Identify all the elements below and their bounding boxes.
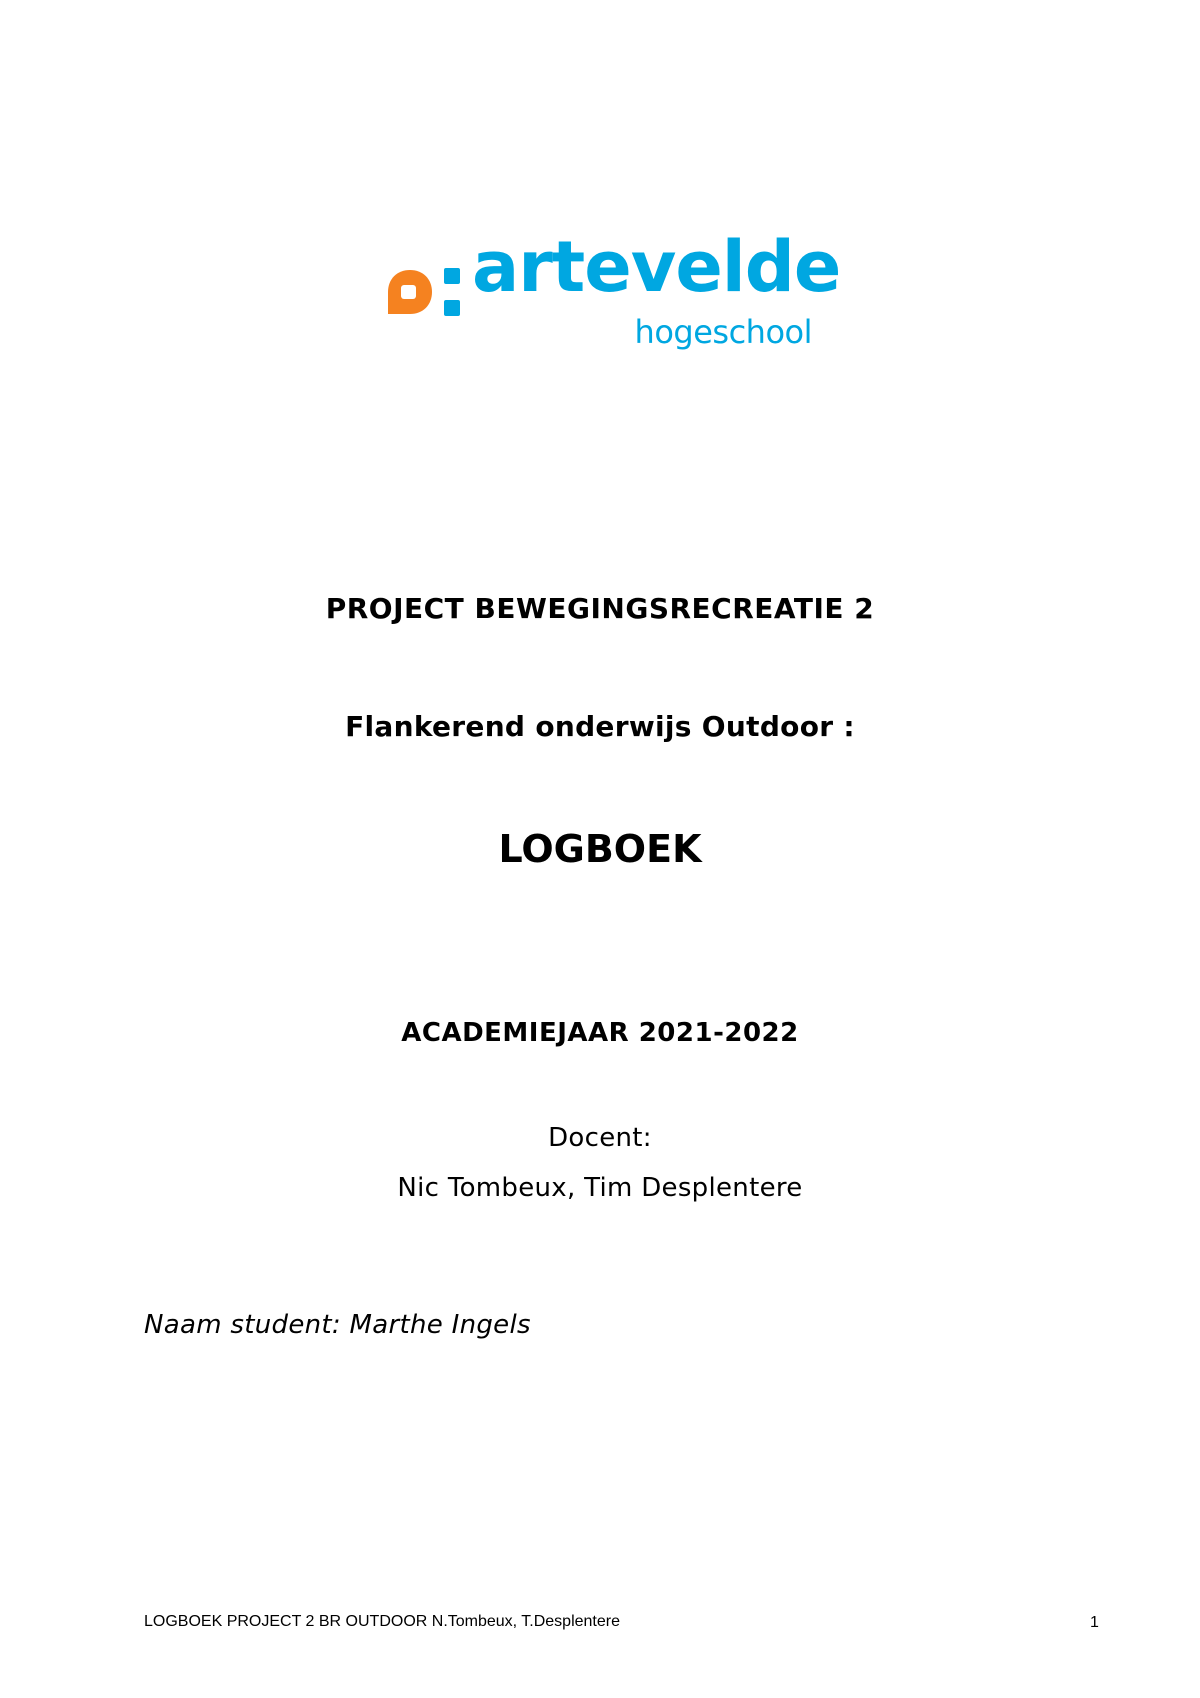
logo-colon-icon (444, 268, 460, 316)
document-subtitle: Flankerend onderwijs Outdoor : (345, 710, 855, 743)
page-number: 1 (1090, 1614, 1099, 1631)
document-title: PROJECT BEWEGINGSRECREATIE 2 (325, 592, 875, 625)
page-footer: LOGBOEK PROJECT 2 BR OUTDOOR N.Tombeux, T.Desplentere (144, 1613, 620, 1630)
student-name: Naam student: Marthe Ingels (144, 1310, 531, 1340)
docent-label: Docent: (548, 1123, 652, 1153)
logo-subline: hogeschool (634, 313, 812, 351)
document-heading: LOGBOEK (498, 827, 702, 871)
logo-mark-icon (386, 268, 434, 316)
docent-names: Nic Tombeux, Tim Desplentere (397, 1173, 803, 1203)
academic-year: ACADEMIEJAAR 2021-2022 (401, 1018, 799, 1048)
arteveld-logo (386, 226, 841, 358)
logo-wordmark: artevelde (472, 226, 841, 308)
